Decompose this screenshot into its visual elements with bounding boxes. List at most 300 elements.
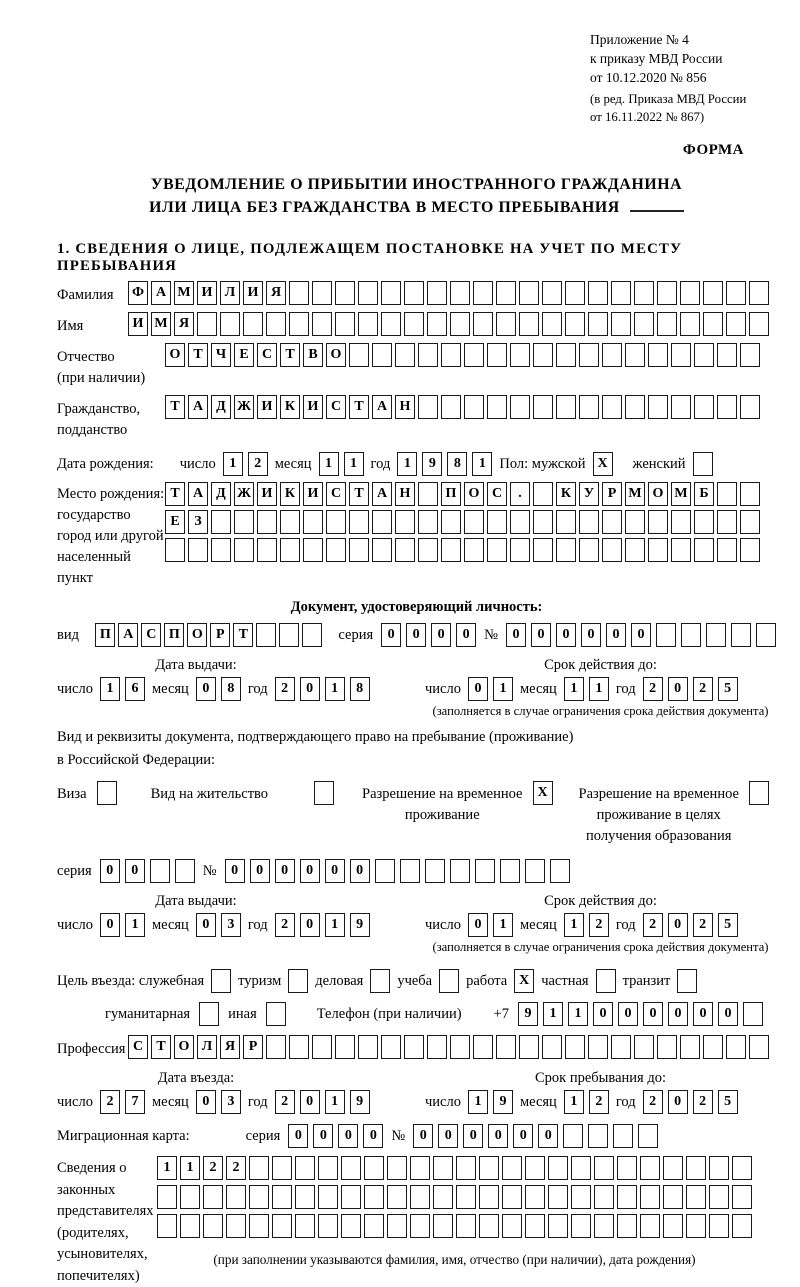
form-cell[interactable]: [199, 1002, 219, 1026]
form-cell[interactable]: [648, 510, 668, 534]
form-cell[interactable]: 0: [668, 913, 688, 937]
form-cell[interactable]: 0: [300, 913, 320, 937]
form-cell[interactable]: 1: [223, 452, 243, 476]
form-cell[interactable]: [381, 281, 401, 305]
form-cell[interactable]: [372, 510, 392, 534]
form-cell[interactable]: [648, 395, 668, 419]
form-cell[interactable]: [358, 312, 378, 336]
form-cell[interactable]: [464, 538, 484, 562]
form-cell[interactable]: [596, 969, 616, 993]
form-cell[interactable]: [740, 538, 760, 562]
resid-doc-series-input[interactable]: [100, 859, 195, 883]
form-cell[interactable]: [349, 510, 369, 534]
form-cell[interactable]: [496, 312, 516, 336]
form-cell[interactable]: А: [118, 623, 138, 647]
form-cell[interactable]: О: [187, 623, 207, 647]
form-cell[interactable]: [579, 343, 599, 367]
form-cell[interactable]: [226, 1214, 246, 1238]
form-cell[interactable]: М: [151, 312, 171, 336]
stay-year-input[interactable]: [643, 1090, 738, 1114]
form-cell[interactable]: [571, 1156, 591, 1180]
form-cell[interactable]: 0: [196, 913, 216, 937]
form-cell[interactable]: 1: [493, 677, 513, 701]
form-cell[interactable]: [694, 395, 714, 419]
form-cell[interactable]: [556, 538, 576, 562]
form-cell[interactable]: 2: [643, 677, 663, 701]
form-cell[interactable]: [404, 1035, 424, 1059]
form-cell[interactable]: 2: [275, 913, 295, 937]
resid-doc-number-input[interactable]: [225, 859, 570, 883]
form-cell[interactable]: [709, 1214, 729, 1238]
resid-doc-expiry-year-input[interactable]: [643, 913, 738, 937]
form-cell[interactable]: С: [487, 482, 507, 506]
form-cell[interactable]: 0: [456, 623, 476, 647]
form-cell[interactable]: X: [533, 781, 553, 805]
form-cell[interactable]: [671, 395, 691, 419]
form-cell[interactable]: [613, 1124, 633, 1148]
form-cell[interactable]: [249, 1214, 269, 1238]
id-doc-expiry-day-input[interactable]: [468, 677, 513, 701]
form-cell[interactable]: [657, 281, 677, 305]
form-cell[interactable]: [732, 1185, 752, 1209]
form-cell[interactable]: 0: [313, 1124, 333, 1148]
form-cell[interactable]: Р: [210, 623, 230, 647]
form-cell[interactable]: И: [128, 312, 148, 336]
entry-month-input[interactable]: [196, 1090, 241, 1114]
form-cell[interactable]: 0: [338, 1124, 358, 1148]
form-cell[interactable]: [439, 969, 459, 993]
form-cell[interactable]: [510, 395, 530, 419]
form-cell[interactable]: О: [648, 482, 668, 506]
representatives-line3-input[interactable]: [157, 1214, 752, 1238]
form-cell[interactable]: [717, 482, 737, 506]
purpose-tourism-checkbox[interactable]: [288, 969, 308, 993]
form-cell[interactable]: [542, 1035, 562, 1059]
form-cell[interactable]: 0: [431, 623, 451, 647]
form-cell[interactable]: [542, 281, 562, 305]
form-cell[interactable]: [740, 510, 760, 534]
form-cell[interactable]: [381, 312, 401, 336]
form-cell[interactable]: [686, 1214, 706, 1238]
form-cell[interactable]: [749, 281, 769, 305]
form-cell[interactable]: [395, 538, 415, 562]
form-cell[interactable]: [717, 343, 737, 367]
id-doc-issue-year-input[interactable]: [275, 677, 370, 701]
form-cell[interactable]: [548, 1185, 568, 1209]
form-cell[interactable]: 2: [643, 913, 663, 937]
form-cell[interactable]: [565, 312, 585, 336]
form-cell[interactable]: [211, 969, 231, 993]
form-cell[interactable]: [602, 395, 622, 419]
purpose-humanitarian-checkbox[interactable]: [199, 1002, 219, 1026]
form-cell[interactable]: [731, 623, 751, 647]
form-cell[interactable]: Я: [174, 312, 194, 336]
form-cell[interactable]: [450, 859, 470, 883]
form-cell[interactable]: 2: [693, 677, 713, 701]
form-cell[interactable]: [694, 343, 714, 367]
form-cell[interactable]: [611, 312, 631, 336]
form-cell[interactable]: [510, 343, 530, 367]
form-cell[interactable]: [563, 1124, 583, 1148]
form-cell[interactable]: [475, 859, 495, 883]
form-cell[interactable]: 1: [100, 677, 120, 701]
form-cell[interactable]: [427, 281, 447, 305]
form-cell[interactable]: 1: [472, 452, 492, 476]
form-cell[interactable]: [479, 1185, 499, 1209]
form-cell[interactable]: И: [303, 395, 323, 419]
form-cell[interactable]: [640, 1156, 660, 1180]
form-cell[interactable]: [188, 538, 208, 562]
form-cell[interactable]: 2: [226, 1156, 246, 1180]
form-cell[interactable]: [257, 510, 277, 534]
form-cell[interactable]: [502, 1185, 522, 1209]
form-cell[interactable]: [525, 859, 545, 883]
form-cell[interactable]: И: [243, 281, 263, 305]
form-cell[interactable]: [312, 281, 332, 305]
form-cell[interactable]: [556, 510, 576, 534]
form-cell[interactable]: Н: [395, 395, 415, 419]
form-cell[interactable]: [657, 1035, 677, 1059]
form-cell[interactable]: 0: [718, 1002, 738, 1026]
form-cell[interactable]: Я: [220, 1035, 240, 1059]
form-cell[interactable]: [441, 538, 461, 562]
form-cell[interactable]: П: [164, 623, 184, 647]
form-cell[interactable]: [410, 1156, 430, 1180]
form-cell[interactable]: [640, 1185, 660, 1209]
form-cell[interactable]: Р: [243, 1035, 263, 1059]
form-cell[interactable]: [648, 538, 668, 562]
form-cell[interactable]: [611, 1035, 631, 1059]
form-cell[interactable]: М: [174, 281, 194, 305]
form-cell[interactable]: [280, 510, 300, 534]
form-cell[interactable]: 2: [248, 452, 268, 476]
patronymic-input[interactable]: [165, 343, 760, 367]
id-doc-issue-month-input[interactable]: [196, 677, 241, 701]
form-cell[interactable]: 7: [125, 1090, 145, 1114]
form-cell[interactable]: [625, 395, 645, 419]
form-cell[interactable]: 9: [493, 1090, 513, 1114]
form-cell[interactable]: 0: [556, 623, 576, 647]
form-cell[interactable]: 1: [397, 452, 417, 476]
form-cell[interactable]: 1: [125, 913, 145, 937]
stay-day-input[interactable]: [468, 1090, 513, 1114]
form-cell[interactable]: [680, 281, 700, 305]
form-cell[interactable]: 1: [157, 1156, 177, 1180]
form-cell[interactable]: И: [303, 482, 323, 506]
form-cell[interactable]: 9: [350, 913, 370, 937]
form-cell[interactable]: [303, 510, 323, 534]
form-cell[interactable]: Ж: [234, 482, 254, 506]
form-cell[interactable]: [157, 1185, 177, 1209]
form-cell[interactable]: [479, 1214, 499, 1238]
residence-permit-checkbox[interactable]: [314, 781, 334, 805]
form-cell[interactable]: [318, 1156, 338, 1180]
form-cell[interactable]: В: [303, 343, 323, 367]
form-cell[interactable]: [732, 1214, 752, 1238]
form-cell[interactable]: 0: [438, 1124, 458, 1148]
sex-male-checkbox[interactable]: [593, 452, 613, 476]
form-cell[interactable]: [473, 1035, 493, 1059]
form-cell[interactable]: 2: [100, 1090, 120, 1114]
form-cell[interactable]: [588, 312, 608, 336]
form-cell[interactable]: С: [326, 482, 346, 506]
form-cell[interactable]: 5: [718, 1090, 738, 1114]
form-cell[interactable]: [663, 1185, 683, 1209]
form-cell[interactable]: 1: [344, 452, 364, 476]
form-cell[interactable]: [496, 1035, 516, 1059]
form-cell[interactable]: 0: [618, 1002, 638, 1026]
form-cell[interactable]: 1: [493, 913, 513, 937]
resid-doc-issue-month-input[interactable]: [196, 913, 241, 937]
form-cell[interactable]: [450, 281, 470, 305]
form-cell[interactable]: С: [257, 343, 277, 367]
form-cell[interactable]: Т: [165, 482, 185, 506]
form-cell[interactable]: 1: [568, 1002, 588, 1026]
form-cell[interactable]: 0: [350, 859, 370, 883]
form-cell[interactable]: [525, 1214, 545, 1238]
form-cell[interactable]: 0: [513, 1124, 533, 1148]
form-cell[interactable]: [295, 1156, 315, 1180]
resid-doc-issue-day-input[interactable]: [100, 913, 145, 937]
form-cell[interactable]: [418, 482, 438, 506]
form-cell[interactable]: Т: [349, 482, 369, 506]
form-cell[interactable]: [349, 343, 369, 367]
id-doc-type-input[interactable]: [95, 623, 322, 647]
form-cell[interactable]: [743, 1002, 763, 1026]
form-cell[interactable]: [671, 538, 691, 562]
form-cell[interactable]: [335, 281, 355, 305]
form-cell[interactable]: П: [95, 623, 115, 647]
form-cell[interactable]: [279, 623, 299, 647]
form-cell[interactable]: [425, 859, 445, 883]
phone-input[interactable]: [518, 1002, 763, 1026]
form-cell[interactable]: 0: [606, 623, 626, 647]
form-cell[interactable]: X: [514, 969, 534, 993]
form-cell[interactable]: [395, 343, 415, 367]
form-cell[interactable]: [749, 781, 769, 805]
form-cell[interactable]: 0: [406, 623, 426, 647]
form-cell[interactable]: [634, 1035, 654, 1059]
form-cell[interactable]: И: [257, 395, 277, 419]
visa-checkbox[interactable]: [97, 781, 117, 805]
form-cell[interactable]: 9: [518, 1002, 538, 1026]
form-cell[interactable]: [671, 343, 691, 367]
form-cell[interactable]: Д: [211, 395, 231, 419]
purpose-private-checkbox[interactable]: [596, 969, 616, 993]
form-cell[interactable]: [525, 1156, 545, 1180]
form-cell[interactable]: [550, 859, 570, 883]
form-cell[interactable]: [519, 312, 539, 336]
resid-doc-expiry-month-input[interactable]: [564, 913, 609, 937]
form-cell[interactable]: [97, 781, 117, 805]
form-cell[interactable]: К: [556, 482, 576, 506]
form-cell[interactable]: 2: [693, 913, 713, 937]
form-cell[interactable]: Т: [165, 395, 185, 419]
form-cell[interactable]: [617, 1214, 637, 1238]
form-cell[interactable]: [266, 1035, 286, 1059]
form-cell[interactable]: [602, 510, 622, 534]
form-cell[interactable]: 0: [100, 913, 120, 937]
form-cell[interactable]: [663, 1156, 683, 1180]
temp-residence-checkbox[interactable]: [533, 781, 553, 805]
form-cell[interactable]: X: [593, 452, 613, 476]
form-cell[interactable]: [410, 1185, 430, 1209]
form-cell[interactable]: К: [280, 482, 300, 506]
form-cell[interactable]: [318, 1214, 338, 1238]
form-cell[interactable]: 5: [718, 677, 738, 701]
form-cell[interactable]: [473, 281, 493, 305]
form-cell[interactable]: [318, 1185, 338, 1209]
form-cell[interactable]: [257, 538, 277, 562]
resid-doc-issue-year-input[interactable]: [275, 913, 370, 937]
form-cell[interactable]: [500, 859, 520, 883]
form-cell[interactable]: 2: [589, 1090, 609, 1114]
form-cell[interactable]: 8: [350, 677, 370, 701]
surname-input[interactable]: [128, 281, 769, 305]
form-cell[interactable]: [326, 538, 346, 562]
birth-day-input[interactable]: [223, 452, 268, 476]
purpose-work-checkbox[interactable]: [514, 969, 534, 993]
form-cell[interactable]: 0: [325, 859, 345, 883]
form-cell[interactable]: [335, 312, 355, 336]
form-cell[interactable]: [418, 395, 438, 419]
form-cell[interactable]: 2: [275, 1090, 295, 1114]
form-cell[interactable]: [602, 343, 622, 367]
form-cell[interactable]: 1: [564, 677, 584, 701]
form-cell[interactable]: [634, 312, 654, 336]
form-cell[interactable]: 1: [468, 1090, 488, 1114]
form-cell[interactable]: [671, 510, 691, 534]
form-cell[interactable]: [456, 1214, 476, 1238]
form-cell[interactable]: [341, 1156, 361, 1180]
form-cell[interactable]: 9: [350, 1090, 370, 1114]
form-cell[interactable]: [211, 538, 231, 562]
form-cell[interactable]: [732, 1156, 752, 1180]
form-cell[interactable]: [533, 395, 553, 419]
form-cell[interactable]: [243, 312, 263, 336]
form-cell[interactable]: У: [579, 482, 599, 506]
form-cell[interactable]: Т: [151, 1035, 171, 1059]
purpose-business-checkbox[interactable]: [211, 969, 231, 993]
form-cell[interactable]: [234, 538, 254, 562]
form-cell[interactable]: 0: [300, 859, 320, 883]
form-cell[interactable]: Е: [165, 510, 185, 534]
form-cell[interactable]: Д: [211, 482, 231, 506]
form-cell[interactable]: Л: [220, 281, 240, 305]
form-cell[interactable]: [404, 281, 424, 305]
form-cell[interactable]: [686, 1156, 706, 1180]
form-cell[interactable]: 3: [221, 1090, 241, 1114]
form-cell[interactable]: [525, 1185, 545, 1209]
form-cell[interactable]: [479, 1156, 499, 1180]
form-cell[interactable]: [295, 1214, 315, 1238]
form-cell[interactable]: 9: [422, 452, 442, 476]
form-cell[interactable]: [502, 1156, 522, 1180]
form-cell[interactable]: 0: [300, 1090, 320, 1114]
form-cell[interactable]: [395, 510, 415, 534]
birth-year-input[interactable]: [397, 452, 492, 476]
resid-doc-expiry-day-input[interactable]: [468, 913, 513, 937]
form-cell[interactable]: [266, 1002, 286, 1026]
form-cell[interactable]: [487, 395, 507, 419]
form-cell[interactable]: 0: [363, 1124, 383, 1148]
form-cell[interactable]: [433, 1185, 453, 1209]
form-cell[interactable]: 0: [463, 1124, 483, 1148]
form-cell[interactable]: 2: [589, 913, 609, 937]
form-cell[interactable]: [726, 1035, 746, 1059]
form-cell[interactable]: [312, 312, 332, 336]
form-cell[interactable]: 0: [668, 1090, 688, 1114]
form-cell[interactable]: 0: [581, 623, 601, 647]
form-cell[interactable]: [375, 859, 395, 883]
form-cell[interactable]: [625, 510, 645, 534]
form-cell[interactable]: [410, 1214, 430, 1238]
form-cell[interactable]: [502, 1214, 522, 1238]
form-cell[interactable]: П: [441, 482, 461, 506]
form-cell[interactable]: [364, 1156, 384, 1180]
form-cell[interactable]: 0: [300, 677, 320, 701]
form-cell[interactable]: [381, 1035, 401, 1059]
form-cell[interactable]: [740, 395, 760, 419]
form-cell[interactable]: О: [326, 343, 346, 367]
form-cell[interactable]: 1: [180, 1156, 200, 1180]
form-cell[interactable]: 0: [643, 1002, 663, 1026]
form-cell[interactable]: [464, 343, 484, 367]
form-cell[interactable]: И: [257, 482, 277, 506]
form-cell[interactable]: 0: [538, 1124, 558, 1148]
form-cell[interactable]: Ф: [128, 281, 148, 305]
form-cell[interactable]: [634, 281, 654, 305]
form-cell[interactable]: [180, 1214, 200, 1238]
form-cell[interactable]: [556, 395, 576, 419]
form-cell[interactable]: [519, 281, 539, 305]
form-cell[interactable]: [571, 1185, 591, 1209]
birth-place-line1-input[interactable]: [165, 482, 760, 506]
form-cell[interactable]: О: [165, 343, 185, 367]
form-cell[interactable]: [703, 312, 723, 336]
form-cell[interactable]: М: [625, 482, 645, 506]
form-cell[interactable]: О: [464, 482, 484, 506]
form-cell[interactable]: [418, 510, 438, 534]
form-cell[interactable]: [756, 623, 776, 647]
form-cell[interactable]: [656, 623, 676, 647]
form-cell[interactable]: [602, 538, 622, 562]
edu-residence-checkbox[interactable]: [749, 781, 769, 805]
form-cell[interactable]: Т: [280, 343, 300, 367]
form-cell[interactable]: [220, 312, 240, 336]
form-cell[interactable]: С: [141, 623, 161, 647]
purpose-commercial-checkbox[interactable]: [370, 969, 390, 993]
form-cell[interactable]: А: [372, 482, 392, 506]
form-cell[interactable]: 0: [468, 677, 488, 701]
form-cell[interactable]: [533, 510, 553, 534]
form-cell[interactable]: [677, 969, 697, 993]
form-cell[interactable]: [418, 538, 438, 562]
form-cell[interactable]: [441, 343, 461, 367]
representatives-line2-input[interactable]: [157, 1185, 752, 1209]
form-cell[interactable]: З: [188, 510, 208, 534]
form-cell[interactable]: 0: [668, 1002, 688, 1026]
form-cell[interactable]: [588, 1035, 608, 1059]
form-cell[interactable]: [203, 1185, 223, 1209]
form-cell[interactable]: [694, 538, 714, 562]
form-cell[interactable]: [312, 1035, 332, 1059]
form-cell[interactable]: [638, 1124, 658, 1148]
form-cell[interactable]: [175, 859, 195, 883]
form-cell[interactable]: [726, 312, 746, 336]
form-cell[interactable]: [657, 312, 677, 336]
form-cell[interactable]: [272, 1214, 292, 1238]
